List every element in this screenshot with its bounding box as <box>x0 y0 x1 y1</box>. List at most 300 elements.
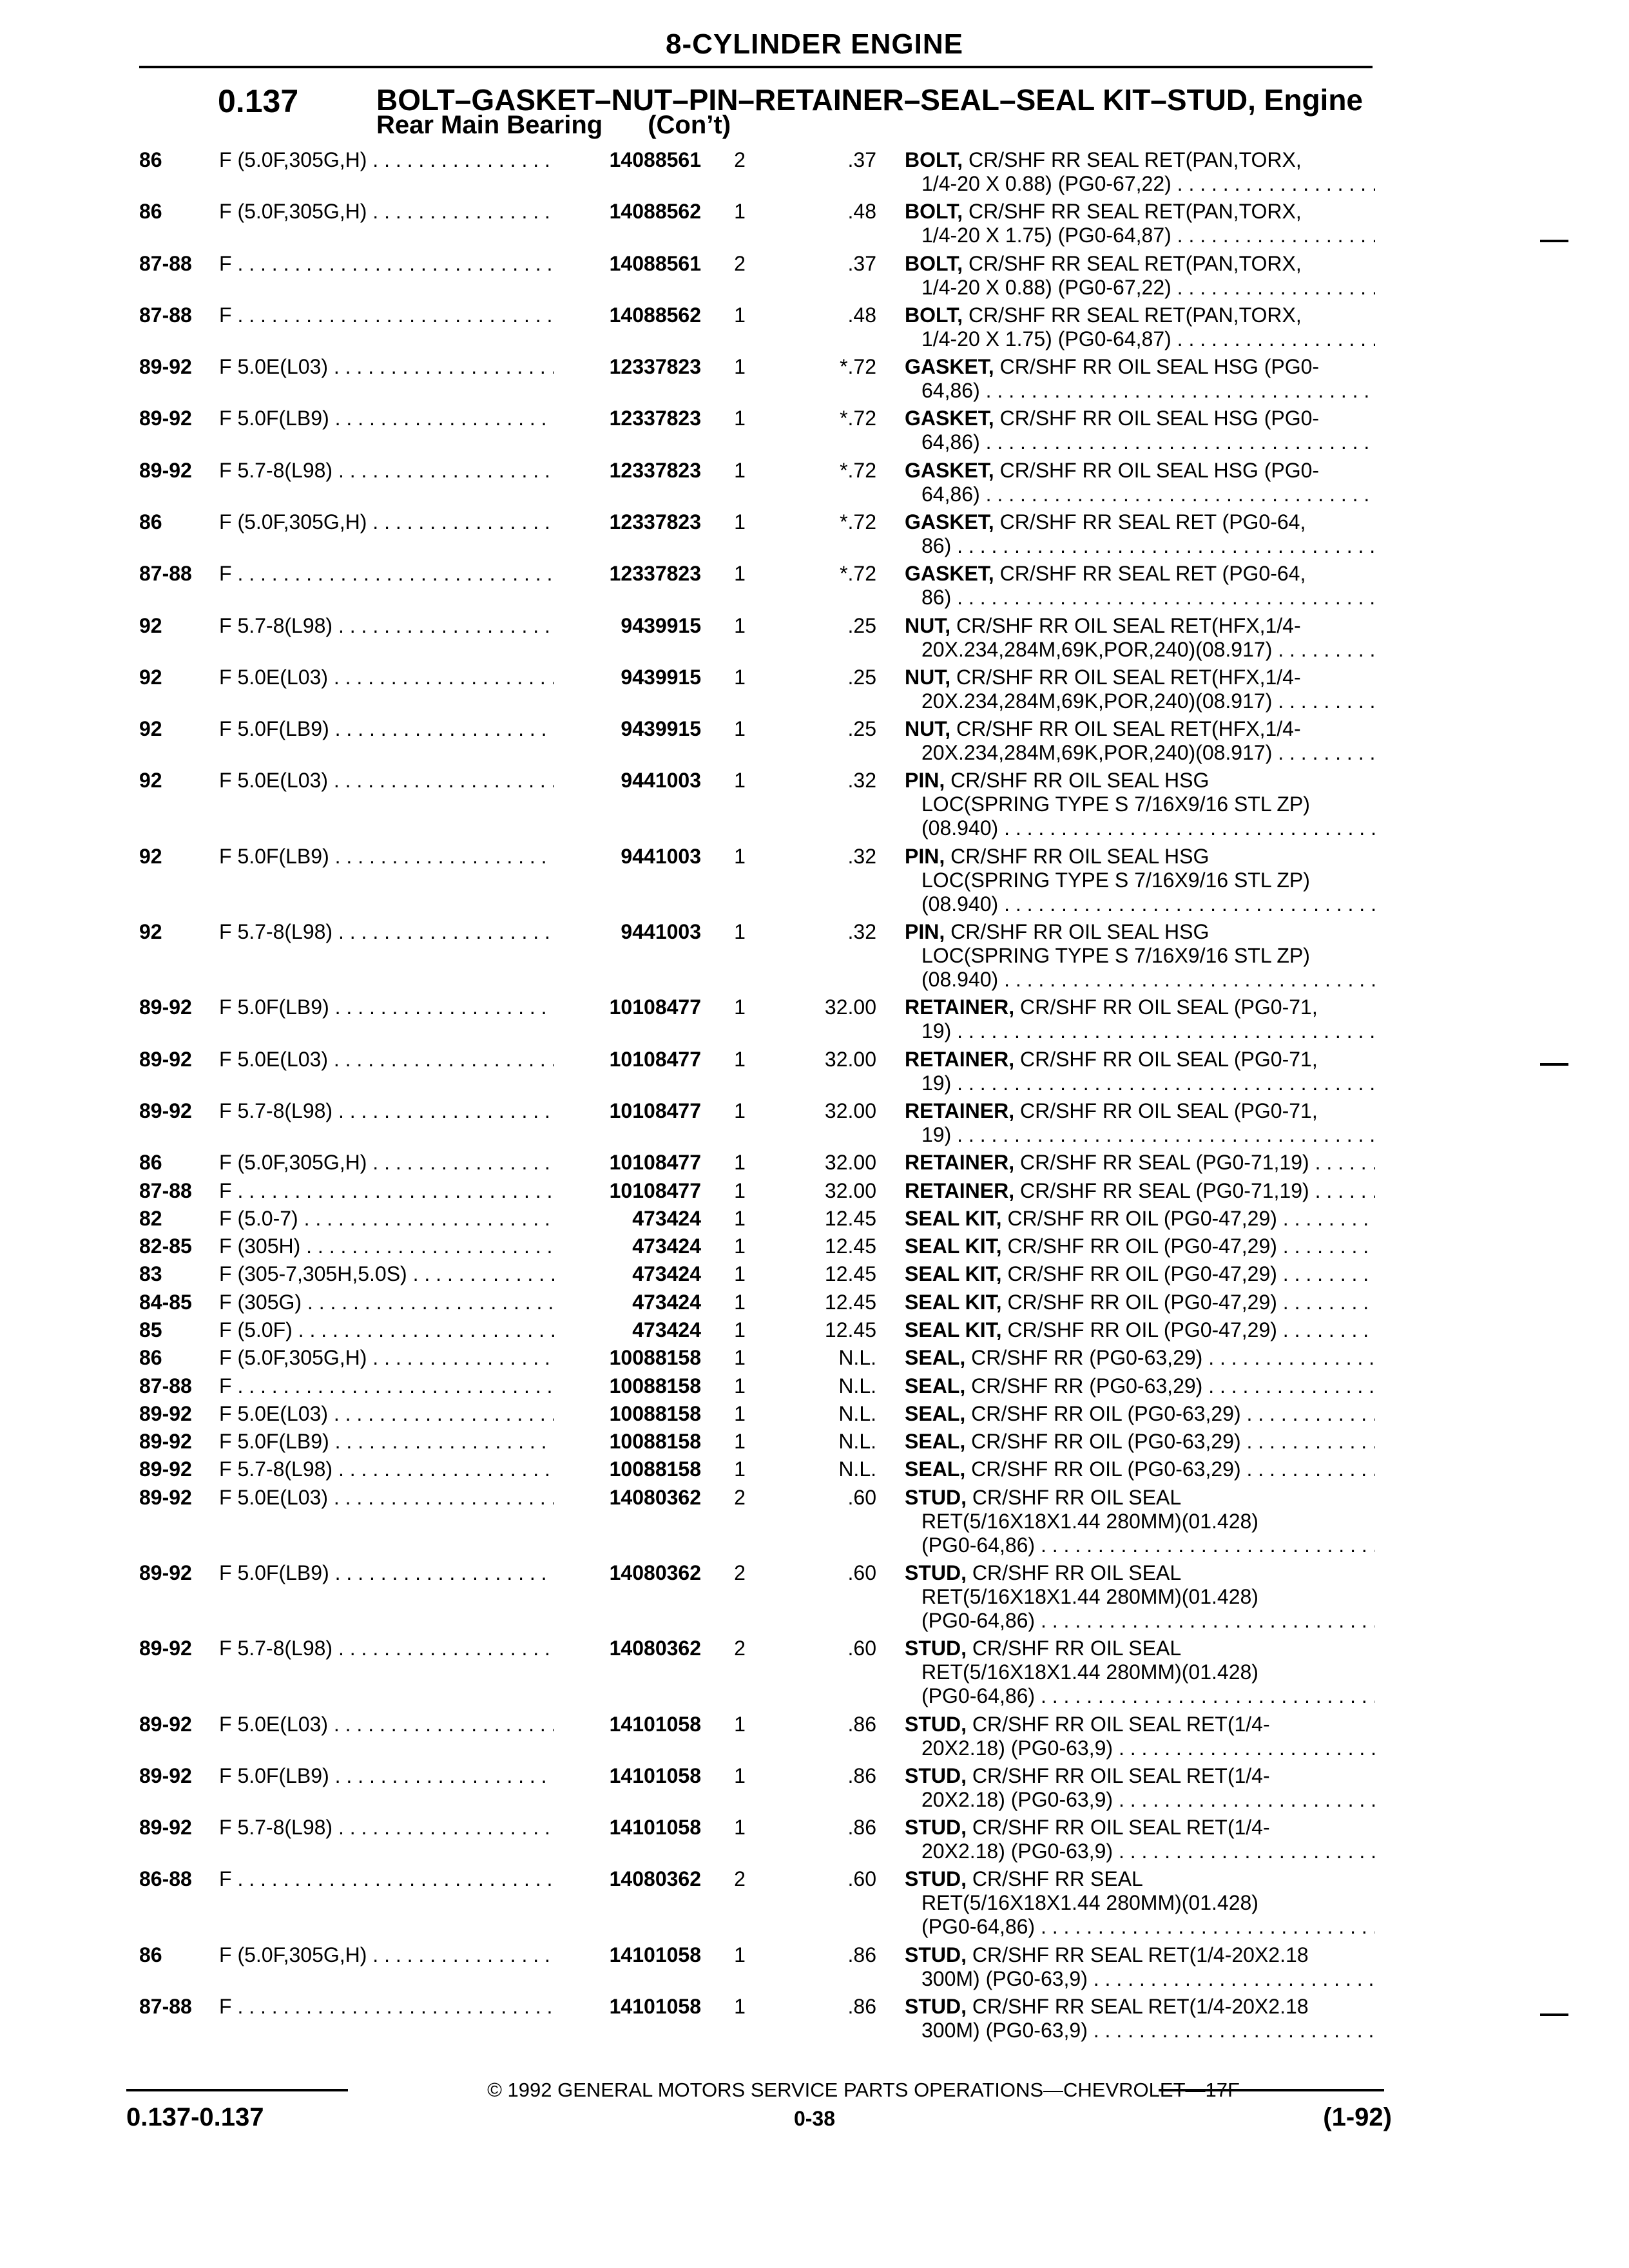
description <box>905 1374 1375 1398</box>
description-line <box>905 816 1375 840</box>
description-line <box>905 1764 1375 1788</box>
part-name: RETAINER, <box>905 1099 1015 1122</box>
description <box>905 1867 1375 1939</box>
description-text: CR/SHF RR OIL SEAL HSG <box>950 844 1210 868</box>
description-text: 19) . . . <box>921 1019 1375 1043</box>
price: .86 <box>847 1712 876 1736</box>
description-text: LOC(SPRING TYPE S 7/16X9/16 STL ZP) <box>921 868 1310 892</box>
footer-rule-left <box>126 2089 348 2091</box>
quantity: 1 <box>734 303 746 327</box>
model-year: 87-88 <box>139 1374 192 1398</box>
description-text: CR/SHF RR OIL SEAL <box>972 1561 1182 1584</box>
description-line <box>905 968 1375 992</box>
application-text: F (5.0F,305G,H) . . . <box>219 510 554 534</box>
application-text: F 5.0F(LB9) . . . <box>219 1430 554 1454</box>
price: N.L. <box>838 1457 876 1481</box>
description <box>905 1207 1375 1231</box>
part-number: 14080362 <box>609 1637 701 1660</box>
part-number: 10108477 <box>609 1099 701 1122</box>
part-number: 14088561 <box>609 148 701 171</box>
description <box>905 1179 1375 1203</box>
description-line <box>905 1430 1375 1454</box>
description-line <box>905 483 1375 506</box>
margin-mark <box>1540 2013 1568 2016</box>
quantity: 1 <box>734 510 746 534</box>
price: .48 <box>847 303 876 327</box>
page-header-title: 8-CYLINDER ENGINE <box>666 28 963 60</box>
part-name: PIN, <box>905 769 945 793</box>
model-year: 87-88 <box>139 562 192 586</box>
application-text: F 5.7-8(L98) . . . <box>219 1816 554 1840</box>
description-line <box>905 303 1375 327</box>
model-year: 89-92 <box>139 1047 192 1071</box>
description-text: CR/SHF RR OIL (PG0-63,29) . . . <box>971 1457 1375 1481</box>
description-text: CR/SHF RR OIL SEAL <box>972 1485 1182 1509</box>
part-name: SEAL, <box>905 1457 966 1481</box>
description-line <box>905 1402 1375 1426</box>
description <box>905 1099 1375 1147</box>
quantity: 1 <box>734 1712 746 1736</box>
description-text: CR/SHF RR (PG0-63,29) . . . <box>971 1374 1375 1398</box>
part-name: SEAL KIT, <box>905 1206 1002 1230</box>
application-text: F 5.0F(LB9) . . . <box>219 1561 554 1585</box>
part-name: STUD, <box>905 1816 967 1840</box>
description-line <box>905 1374 1375 1398</box>
description-text: CR/SHF RR OIL (PG0-47,29) . . . <box>1007 1207 1375 1230</box>
description <box>905 995 1375 1043</box>
quantity: 1 <box>734 1235 746 1258</box>
model-year: 86 <box>139 200 162 224</box>
model-year: 92 <box>139 613 162 637</box>
part-name: RETAINER, <box>905 995 1015 1019</box>
price: 12.45 <box>824 1262 876 1286</box>
part-number: 9441003 <box>621 920 701 944</box>
description-line <box>905 1561 1375 1585</box>
description-line <box>905 1179 1375 1203</box>
description <box>905 920 1375 992</box>
price: .60 <box>847 1867 876 1891</box>
part-number: 14101058 <box>609 1712 701 1736</box>
part-number: 10088158 <box>609 1346 701 1370</box>
quantity: 1 <box>734 613 746 637</box>
description-text: CR/SHF RR SEAL RET(1/4-20X2.18 <box>972 1995 1309 2018</box>
description-line <box>905 845 1375 869</box>
description-line <box>905 1123 1375 1147</box>
description-line <box>905 741 1375 765</box>
application-text: F 5.7-8(L98) . . . <box>219 614 554 638</box>
quantity: 1 <box>734 200 746 224</box>
description <box>905 1816 1375 1863</box>
price: N.L. <box>838 1401 876 1425</box>
quantity: 1 <box>734 769 746 793</box>
description <box>905 407 1375 454</box>
description-text: 300M) (PG0-63,9) . . . <box>921 2019 1375 2042</box>
quantity: 1 <box>734 1047 746 1071</box>
description-line <box>905 920 1375 944</box>
part-number: 473424 <box>632 1262 701 1286</box>
description-text: CR/SHF RR OIL (PG0-63,29) . . . <box>971 1430 1375 1453</box>
section-continued: (Con’t) <box>648 111 731 139</box>
description <box>905 1457 1375 1481</box>
price: .25 <box>847 665 876 689</box>
description-line <box>905 1891 1375 1915</box>
application-text: F 5.7-8(L98) . . . <box>219 920 554 944</box>
description-line <box>905 224 1375 247</box>
part-number: 10088158 <box>609 1430 701 1454</box>
description-text: CR/SHF RR OIL SEAL RET(HFX,1/4- <box>956 717 1301 741</box>
description <box>905 1943 1375 1991</box>
price: .86 <box>847 1763 876 1787</box>
description-line <box>905 1099 1375 1123</box>
part-number: 9439915 <box>621 665 701 689</box>
description-text: LOC(SPRING TYPE S 7/16X9/16 STL ZP) <box>921 793 1310 816</box>
description <box>905 1048 1375 1095</box>
application-text: F 5.0E(L03) . . . <box>219 355 554 379</box>
quantity: 1 <box>734 665 746 689</box>
description-text: 300M) (PG0-63,9) . . . <box>921 1967 1375 1990</box>
part-name: GASKET, <box>905 510 994 534</box>
application-text: F . . . <box>219 1179 554 1203</box>
description-line <box>905 200 1375 224</box>
application-text: F . . . <box>219 1867 554 1891</box>
description-text: (PG0-64,86) . . . <box>921 1915 1375 1938</box>
footer-date: (1-92) <box>1323 2103 1392 2131</box>
part-name: STUD, <box>905 1485 967 1509</box>
description-text: 19) . . . <box>921 1072 1375 1095</box>
description-line <box>905 1151 1375 1175</box>
description-text: RET(5/16X18X1.44 280MM)(01.428) <box>921 1660 1258 1684</box>
description <box>905 1764 1375 1812</box>
description <box>905 252 1375 300</box>
application-text: F 5.0E(L03) . . . <box>219 1402 554 1426</box>
part-number: 14080362 <box>609 1485 701 1509</box>
part-number: 9439915 <box>621 613 701 637</box>
description-text: 20X2.18) (PG0-63,9) . . . <box>921 1736 1375 1760</box>
part-name: NUT, <box>905 717 951 741</box>
description-text: 20X2.18) (PG0-63,9) . . . <box>921 1840 1375 1863</box>
model-year: 89-92 <box>139 1763 192 1787</box>
description <box>905 769 1375 840</box>
description-text: CR/SHF RR OIL SEAL RET(HFX,1/4- <box>956 665 1301 689</box>
model-year: 89-92 <box>139 1485 192 1509</box>
description-line <box>905 562 1375 586</box>
model-year: 86 <box>139 510 162 534</box>
description-line <box>905 1291 1375 1314</box>
quantity: 1 <box>734 1401 746 1425</box>
section-subtitle <box>376 111 731 140</box>
part-name: NUT, <box>905 613 951 637</box>
model-year: 86 <box>139 1943 162 1966</box>
quantity: 1 <box>734 995 746 1019</box>
part-number: 14088562 <box>609 200 701 224</box>
description-line <box>905 1019 1375 1043</box>
application-text: F 5.0F(LB9) . . . <box>219 995 554 1019</box>
part-number: 473424 <box>632 1318 701 1341</box>
description-text: CR/SHF RR SEAL RET(PAN,TORX, <box>968 148 1302 171</box>
description-text: 1/4-20 X 0.88) (PG0-67,22) . . . <box>921 276 1375 299</box>
description-line <box>905 1816 1375 1840</box>
part-name: SEAL KIT, <box>905 1318 1002 1341</box>
part-name: PIN, <box>905 844 945 868</box>
quantity: 2 <box>734 1485 746 1509</box>
application-text: F 5.0E(L03) . . . <box>219 666 554 689</box>
part-number: 10088158 <box>609 1374 701 1398</box>
description-line <box>905 1736 1375 1760</box>
footer-copyright: © 1992 GENERAL MOTORS SERVICE PARTS OPERATIONS—CHEVROLET—17F <box>487 2079 1240 2101</box>
price: .60 <box>847 1561 876 1584</box>
header-rule <box>139 66 1373 68</box>
description-line <box>905 430 1375 454</box>
model-year: 92 <box>139 665 162 689</box>
application-text: F (5.0F) . . . <box>219 1318 554 1342</box>
description-line <box>905 1660 1375 1684</box>
description-line <box>905 1943 1375 1967</box>
model-year: 82 <box>139 1206 162 1230</box>
quantity: 1 <box>734 1457 746 1481</box>
price: N.L. <box>838 1374 876 1398</box>
quantity: 1 <box>734 458 746 482</box>
description-text: RET(5/16X18X1.44 280MM)(01.428) <box>921 1891 1258 1915</box>
application-text: F (5.0-7) . . . <box>219 1207 554 1231</box>
description-text: CR/SHF RR OIL SEAL <box>972 1637 1182 1660</box>
description-line <box>905 1684 1375 1708</box>
description <box>905 717 1375 765</box>
description-text: CR/SHF RR OIL (PG0-47,29) . . . <box>1007 1262 1375 1285</box>
description-line <box>905 379 1375 403</box>
model-year: 92 <box>139 920 162 944</box>
description-text: CR/SHF RR OIL SEAL RET(1/4- <box>972 1712 1270 1736</box>
part-name: BOLT, <box>905 200 963 224</box>
model-year: 86 <box>139 1151 162 1175</box>
quantity: 2 <box>734 1561 746 1584</box>
description-text: CR/SHF RR OIL SEAL HSG (PG0- <box>999 458 1320 482</box>
margin-mark <box>1540 1063 1568 1066</box>
description-line <box>905 252 1375 276</box>
quantity: 1 <box>734 844 746 868</box>
description-text: CR/SHF RR OIL SEAL (PG0-71, <box>1019 1099 1318 1122</box>
quantity: 1 <box>734 1206 746 1230</box>
description-line <box>905 717 1375 741</box>
part-name: GASKET, <box>905 562 994 586</box>
quantity: 1 <box>734 920 746 944</box>
description-line <box>905 689 1375 713</box>
model-year: 89-92 <box>139 355 192 379</box>
price: 32.00 <box>824 1178 876 1202</box>
application-text: F (305-7,305H,5.0S) . . . <box>219 1262 554 1286</box>
description <box>905 148 1375 196</box>
application-text: F (5.0F,305G,H) . . . <box>219 148 554 172</box>
quantity: 1 <box>734 1374 746 1398</box>
description-text: 20X.234,284M,69K,POR,240)(08.917) . . . <box>921 689 1375 713</box>
model-year: 89-92 <box>139 1816 192 1840</box>
price: 32.00 <box>824 1047 876 1071</box>
application-text: F 5.0E(L03) . . . <box>219 1486 554 1510</box>
section-subtitle-text: Rear Main Bearing <box>376 111 603 139</box>
model-year: 92 <box>139 717 162 741</box>
description-line <box>905 869 1375 892</box>
application-text: F 5.7-8(L98) . . . <box>219 1457 554 1481</box>
price: 32.00 <box>824 1099 876 1122</box>
description-text: 20X.234,284M,69K,POR,240)(08.917) . . . <box>921 741 1375 764</box>
part-name: RETAINER, <box>905 1178 1015 1202</box>
part-name: SEAL KIT, <box>905 1290 1002 1314</box>
description-text: CR/SHF RR SEAL RET (PG0-64, <box>999 562 1306 586</box>
price: .37 <box>847 251 876 275</box>
model-year: 89-92 <box>139 1457 192 1481</box>
application-text: F 5.0F(LB9) . . . <box>219 845 554 869</box>
description-text: CR/SHF RR OIL SEAL RET(1/4- <box>972 1763 1270 1787</box>
application-text: F . . . <box>219 303 554 327</box>
application-text: F . . . <box>219 252 554 276</box>
description <box>905 1262 1375 1286</box>
quantity: 1 <box>734 1290 746 1314</box>
description-line <box>905 1510 1375 1533</box>
description <box>905 614 1375 662</box>
price: *.72 <box>840 510 876 534</box>
part-name: NUT, <box>905 665 951 689</box>
price: .32 <box>847 920 876 944</box>
description-line <box>905 995 1375 1019</box>
description-text: 64,86) . . . <box>921 430 1375 454</box>
quantity: 1 <box>734 1262 746 1286</box>
model-year: 87-88 <box>139 303 192 327</box>
part-name: BOLT, <box>905 303 963 327</box>
section-number: 0.137 <box>218 83 299 119</box>
description-line <box>905 276 1375 300</box>
price: *.72 <box>840 355 876 379</box>
part-number: 14088561 <box>609 251 701 275</box>
part-number: 9439915 <box>621 717 701 741</box>
application-text: F 5.0E(L03) . . . <box>219 769 554 793</box>
price: 12.45 <box>824 1290 876 1314</box>
description-text: (PG0-64,86) . . . <box>921 1684 1375 1707</box>
model-year: 87-88 <box>139 1995 192 2018</box>
application-text: F 5.7-8(L98) . . . <box>219 1099 554 1123</box>
description-line <box>905 2019 1375 2042</box>
description-text: 1/4-20 X 1.75) (PG0-64,87) . . . <box>921 224 1375 247</box>
model-year: 89-92 <box>139 995 192 1019</box>
price: .60 <box>847 1637 876 1660</box>
description-line <box>905 1048 1375 1072</box>
description-line <box>905 1262 1375 1286</box>
part-number: 12337823 <box>609 407 701 430</box>
description-text: CR/SHF RR OIL SEAL HSG (PG0- <box>999 355 1320 379</box>
price: 12.45 <box>824 1235 876 1258</box>
description-line <box>905 148 1375 172</box>
part-number: 10108477 <box>609 1151 701 1175</box>
application-text: F 5.7-8(L98) . . . <box>219 459 554 483</box>
part-number: 10108477 <box>609 1047 701 1071</box>
model-year: 89-92 <box>139 1099 192 1122</box>
part-number: 14080362 <box>609 1561 701 1584</box>
description-line <box>905 355 1375 379</box>
description <box>905 1995 1375 2042</box>
part-number: 12337823 <box>609 355 701 379</box>
description-text: CR/SHF RR SEAL RET(PAN,TORX, <box>968 200 1302 224</box>
price: .32 <box>847 769 876 793</box>
description-line <box>905 1637 1375 1660</box>
application-text: F 5.0E(L03) . . . <box>219 1048 554 1072</box>
description-text: 1/4-20 X 0.88) (PG0-67,22) . . . <box>921 172 1375 195</box>
description-line <box>905 1609 1375 1633</box>
price: .25 <box>847 613 876 637</box>
description-text: CR/SHF RR SEAL RET(PAN,TORX, <box>968 303 1302 327</box>
description-text: CR/SHF RR SEAL RET(PAN,TORX, <box>968 251 1302 275</box>
description <box>905 1561 1375 1633</box>
application-text: F 5.0F(LB9) . . . <box>219 717 554 741</box>
description-text: (08.940) . . . <box>921 892 1375 916</box>
description-line <box>905 586 1375 610</box>
part-name: STUD, <box>905 1712 967 1736</box>
description-line <box>905 1867 1375 1891</box>
model-year: 92 <box>139 769 162 793</box>
quantity: 1 <box>734 1763 746 1787</box>
application-text: F (5.0F,305G,H) . . . <box>219 1943 554 1967</box>
description-text: (PG0-64,86) . . . <box>921 1533 1375 1557</box>
application-text: F . . . <box>219 562 554 586</box>
part-number: 10088158 <box>609 1401 701 1425</box>
part-name: GASKET, <box>905 407 994 430</box>
description-line <box>905 1995 1375 2019</box>
part-number: 14101058 <box>609 1943 701 1966</box>
part-name: SEAL, <box>905 1374 966 1398</box>
application-text: F 5.0F(LB9) . . . <box>219 407 554 430</box>
quantity: 2 <box>734 251 746 275</box>
model-year: 89-92 <box>139 1712 192 1736</box>
part-number: 9441003 <box>621 769 701 793</box>
description-text: CR/SHF RR OIL SEAL HSG <box>950 769 1210 793</box>
quantity: 2 <box>734 148 746 171</box>
part-name: STUD, <box>905 1943 967 1966</box>
description-line <box>905 1840 1375 1863</box>
description-line <box>905 944 1375 968</box>
description-text: CR/SHF RR OIL SEAL HSG <box>950 920 1210 944</box>
price: .48 <box>847 200 876 224</box>
price: 32.00 <box>824 1151 876 1175</box>
description <box>905 666 1375 713</box>
part-name: GASKET, <box>905 355 994 379</box>
part-number: 10108477 <box>609 1178 701 1202</box>
description-text: CR/SHF RR SEAL (PG0-71,19) . . . <box>1020 1151 1375 1174</box>
description <box>905 1430 1375 1454</box>
description <box>905 510 1375 558</box>
description <box>905 1346 1375 1370</box>
part-name: SEAL KIT, <box>905 1235 1002 1258</box>
part-number: 14080362 <box>609 1867 701 1891</box>
quantity: 2 <box>734 1637 746 1660</box>
description-text: 64,86) . . . <box>921 379 1375 402</box>
description-text: 86) . . . <box>921 586 1375 609</box>
description <box>905 845 1375 916</box>
price: *.72 <box>840 407 876 430</box>
model-year: 87-88 <box>139 1178 192 1202</box>
description-line <box>905 1967 1375 1991</box>
quantity: 1 <box>734 355 746 379</box>
part-name: STUD, <box>905 1867 967 1891</box>
description <box>905 459 1375 506</box>
description-text: CR/SHF RR OIL (PG0-47,29) . . . <box>1007 1291 1375 1314</box>
description <box>905 1151 1375 1175</box>
part-name: SEAL, <box>905 1346 966 1370</box>
description-line <box>905 1533 1375 1557</box>
description-line <box>905 1486 1375 1510</box>
description-line <box>905 510 1375 534</box>
model-year: 89-92 <box>139 407 192 430</box>
part-name: STUD, <box>905 1561 967 1584</box>
price: 32.00 <box>824 995 876 1019</box>
part-name: RETAINER, <box>905 1047 1015 1071</box>
description <box>905 1637 1375 1708</box>
